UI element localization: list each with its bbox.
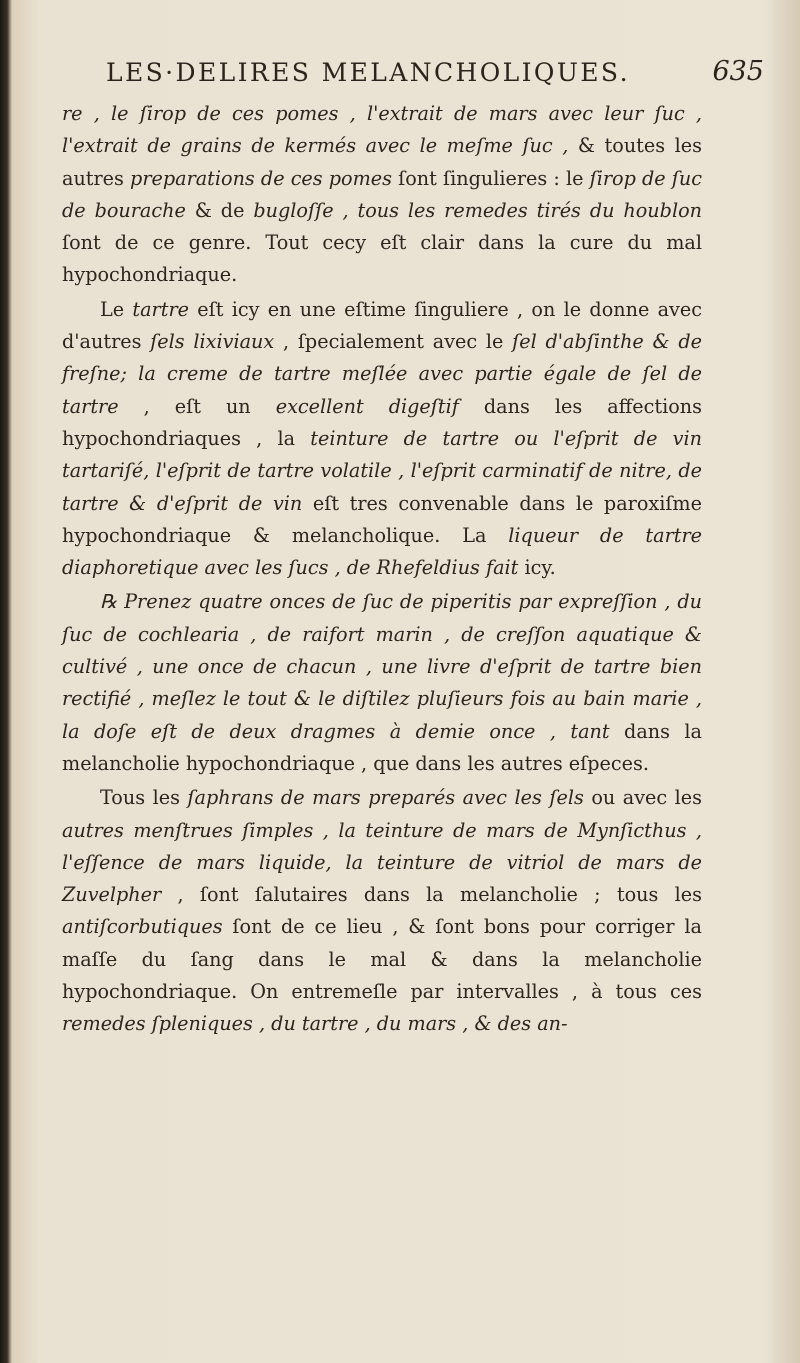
italic-text: ℞ Prenez quatre onces de ſuc de piperitis par expreſſion , du ſuc de cochlearia , de raifort marin , de creſſon aquatique & cultivé , une once de chacun , une livre d'eſprit de tartre bien rectifié , meſlez le tout & le diſtilez pluſieurs fois au bain marie , la doſe eſt de deux dragmes à demie once , tant <box>62 590 702 743</box>
paragraph <box>62 98 702 292</box>
italic-text: remedes ſpleniques , du tartre , du mars , & des an- <box>62 1012 568 1036</box>
roman-text: dans les affections hypochondriaques , la <box>62 394 703 450</box>
roman-text: Le <box>100 297 133 321</box>
italic-text: autres menſtrues ſimples , la teinture de mars de Mynſicthus , l'eſſence de mars liquide, la teinture de vitriol de mars de Zuvelpher <box>62 818 702 907</box>
roman-text: eſt icy en une eſtime ſinguliere , on le donne avec d'autres <box>62 297 702 354</box>
body-text <box>62 98 702 1041</box>
roman-text: & de <box>194 198 254 222</box>
roman-text: dans la melancholie hypochondriaque , que dans les autres eſpeces. <box>62 719 702 775</box>
italic-text: bugloſſe , tous les remedes tirés du houblon <box>253 198 702 222</box>
paragraph <box>62 586 702 780</box>
italic-text: preparations de ces pomes <box>130 166 399 190</box>
italic-text: excellent digeſtif <box>275 394 484 418</box>
roman-text: , ſpecialement avec le <box>282 330 513 354</box>
paragraph <box>62 294 702 585</box>
roman-text: & toutes les autres <box>62 134 702 190</box>
italic-text: ſels lixiviaux <box>150 330 283 354</box>
roman-text: icy. <box>524 556 556 580</box>
roman-text: ſont de ce lieu , & ſont bons pour corriger la maſſe du ſang dans le mal & dans la melancholie hypochondriaque. On entremeſle par intervalles , à tous ces <box>62 915 702 1004</box>
italic-text: ſel d'abſinthe & de freſne; la creme de tartre meſlée avec partie égale de ſel de tartre <box>62 330 703 418</box>
italic-text: ſaphrans de mars preparés avec les ſels <box>187 786 592 810</box>
italic-text: re , le ſirop de ces pomes , l'extrait de mars avec leur ſuc , l'extrait de grains de kermés avec le meſme ſuc , <box>62 102 702 158</box>
roman-text: ſont ſingulieres : le <box>398 166 590 190</box>
roman-text: eſt tres convenable dans le paroxiſme hypochondriaque & melancholique. La <box>62 491 702 547</box>
roman-text: ou avec les <box>591 786 702 810</box>
roman-text: , ſont ſalutaires dans la melancholie ; tous les <box>177 883 702 907</box>
italic-text: liqueur de tartre diaphoretique avec les ſucs , de Rhefeldius fait <box>62 523 702 580</box>
roman-text: Tous les <box>100 786 188 810</box>
italic-text: teinture de tartre ou l'eſprit de vin tartariſé, l'eſprit de tartre volatile , l'eſprit carminatif de nitre, de tartre & d'eſprit de vin <box>62 426 703 515</box>
roman-text: ſont de ce genre. Tout cecy eſt clair dans la cure du mal hypochondriaque. <box>62 231 702 287</box>
italic-text: tartre <box>132 297 198 321</box>
page-number: 635 <box>712 56 764 87</box>
italic-text: antiſcorbutiques <box>62 915 233 939</box>
running-head: LES·DELIRES MELANCHOLIQUES. <box>106 58 630 87</box>
italic-text: ſirop de ſuc de bourache <box>62 166 702 222</box>
paragraph <box>62 782 702 1040</box>
roman-text: , eſt un <box>143 394 276 418</box>
page-header <box>106 56 764 98</box>
